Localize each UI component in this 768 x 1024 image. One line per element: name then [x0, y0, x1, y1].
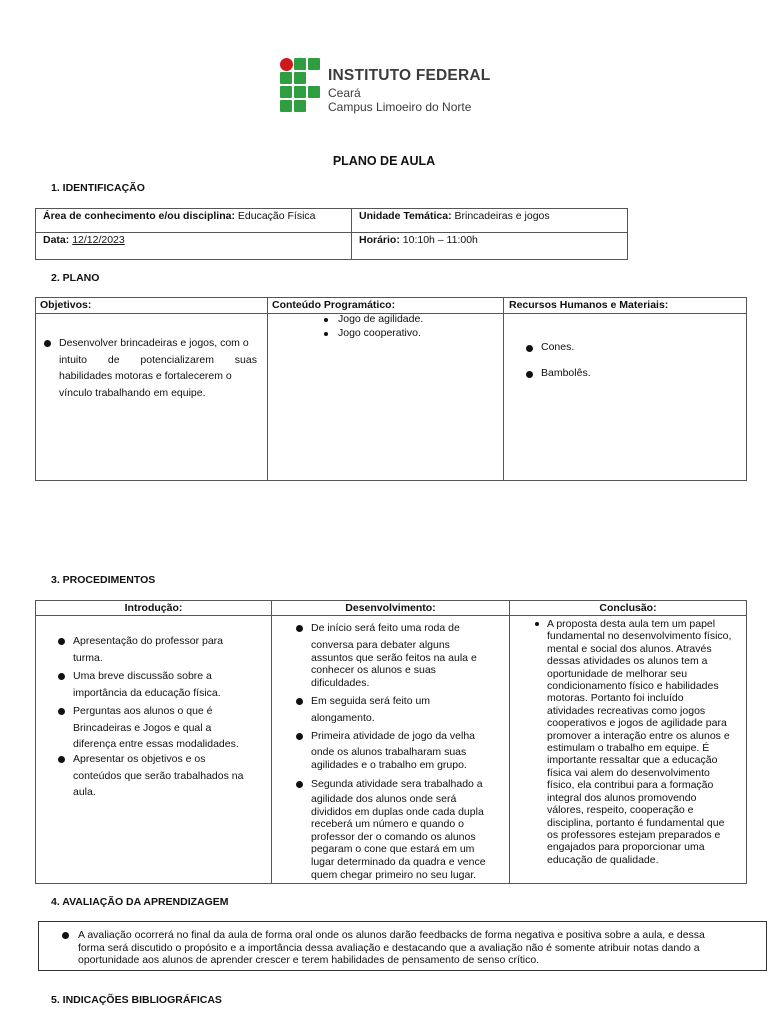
conclusao-line: disciplina, portanto é fundamental que: [547, 816, 725, 829]
section-plano-title: 2. PLANO: [51, 272, 100, 284]
objetivos-list-item: [59, 335, 257, 401]
item-line: Perguntas aos alunos o que é: [73, 705, 213, 717]
conteudo-item-2: Jogo cooperativo.: [338, 327, 421, 339]
conclusao-line: engajados para proporcionar uma: [547, 841, 705, 854]
item-line: De início será feito uma roda de: [311, 622, 460, 634]
horario-value: 10:10h – 11:00h: [399, 234, 478, 246]
item-line: turma.: [73, 651, 103, 664]
unidade-cell: [359, 210, 550, 222]
procedimentos-table: [35, 600, 747, 884]
conclusao-line: fundamental no desenvolvimento físico,: [547, 630, 732, 643]
bullet-icon: [58, 708, 65, 715]
recursos-item-2: Bambolês.: [541, 367, 591, 379]
item-line: receberá um número e quando o: [311, 818, 464, 831]
header-conteudo: Conteúdo Programático:: [272, 299, 396, 311]
item-line: professor der o comando os alunos: [311, 830, 476, 843]
conclusao-lines: [547, 618, 743, 866]
area-value: Educação Física: [234, 210, 316, 222]
conclusao-line: importante ressaltar que a educação: [547, 754, 718, 767]
data-cell: [43, 234, 125, 246]
document-title: PLANO DE AULA: [332, 154, 436, 168]
bullet-icon: [535, 622, 539, 626]
introducao-item: [73, 633, 263, 666]
bullet-icon: [296, 733, 303, 740]
objetivos-line: Desenvolver brincadeiras e jogos, com o: [59, 337, 249, 349]
bullet-icon: [324, 318, 328, 322]
conclusao-line: física vai alem do desenvolvimento: [547, 766, 710, 779]
conclusao-line: promover a interação entre os alunos e: [547, 729, 730, 742]
header-conclusao: Conclusão:: [599, 602, 657, 614]
conclusao-line: dessas atividades os alunos tem a: [547, 655, 708, 668]
bullet-icon: [296, 781, 303, 788]
conclusao-line: mental e social dos alunos. Através: [547, 642, 712, 655]
conclusao-line: A proposta desta aula tem um papel: [547, 618, 716, 630]
conclusao-line: condicionamento físico e habilidades: [547, 680, 719, 693]
bullet-icon: [58, 673, 65, 680]
item-line: quem chegar primeiro no seu lugar.: [311, 868, 477, 881]
section-bibliografia-title: 5. INDICAÇÕES BIBLIOGRÁFICAS: [51, 994, 222, 1006]
avaliacao-item: [78, 929, 762, 967]
item-line: divididos em duplas onde cada dupla: [311, 805, 484, 818]
objetivos-justified-line: intuito de potencializarem suas: [59, 353, 257, 366]
horario-cell: [359, 234, 478, 246]
item-line: alongamento.: [311, 711, 375, 724]
unidade-label: Unidade Temática:: [359, 210, 452, 222]
bullet-icon: [58, 756, 65, 763]
bullet-icon: [62, 932, 69, 939]
bullet-icon: [58, 638, 65, 645]
logo-mark-icon: [280, 58, 320, 112]
plano-table: [35, 297, 747, 481]
conclusao-line: estimulam o trabalho em equipe. É: [547, 742, 710, 755]
conclusao-line: físico, ela contribui para a formação: [547, 779, 714, 792]
section-procedimentos-title: 3. PROCEDIMENTOS: [51, 574, 156, 586]
horario-label: Horário:: [359, 234, 400, 246]
section-identificacao-title: 1. IDENTIFICAÇÃO: [51, 182, 145, 194]
header-objetivos: Objetivos:: [40, 299, 92, 311]
avaliacao-box: [38, 921, 767, 971]
avaliacao-line: oportunidade aos alunos de aprender crescer e terem habilidades de pensamento de senso crítico.: [78, 954, 540, 966]
conclusao-line: os professores estejam preparados e: [547, 828, 721, 841]
header-introducao: Introdução:: [124, 602, 183, 614]
item-line: conhecer os alunos e suas: [311, 664, 436, 677]
item-line: Em seguida será feito um: [311, 695, 431, 707]
bullet-icon: [296, 698, 303, 705]
item-line: Uma breve discussão sobre a: [73, 670, 212, 682]
logo-campus: Campus Limoeiro do Norte: [328, 100, 472, 114]
header-recursos: Recursos Humanos e Materiais:: [509, 299, 669, 311]
item-line: aula.: [73, 786, 96, 798]
section-avaliacao-title: 4. AVALIAÇÃO DA APRENDIZAGEM: [51, 896, 229, 908]
header-desenvolvimento: Desenvolvimento:: [345, 602, 436, 614]
area-label: Área de conhecimento e/ou disciplina:: [43, 210, 235, 222]
conclusao-line: atividades recreativas como jogos: [547, 704, 706, 717]
identificacao-table: [35, 208, 628, 260]
objetivos-line: habilidades motoras e fortalecerem o: [59, 370, 232, 382]
bullet-icon: [324, 332, 328, 336]
conclusao-line: válores, respeito, cooperação e: [547, 804, 694, 817]
item-line: Apresentação do professor para: [73, 635, 224, 647]
conclusao-line: integral dos alunos promovendo: [547, 791, 697, 804]
bullet-icon: [526, 345, 533, 352]
objetivos-line: vínculo trabalhando em equipe.: [59, 386, 206, 399]
introducao-item: [73, 668, 263, 701]
desenvolvimento-item: [311, 776, 507, 881]
item-line: Apresentar os objetivos e os: [73, 753, 206, 765]
item-line: conversa para debater alguns: [311, 639, 450, 651]
desenvolvimento-item: [311, 620, 507, 689]
item-line: lugar determinado da quadra e vence: [311, 855, 486, 868]
conclusao-line: motoras. Portanto foi incluído: [547, 692, 684, 705]
item-line: assuntos que serão feitos na aula e: [311, 651, 477, 664]
item-line: diferença entre essas modalidades.: [73, 738, 239, 750]
avaliacao-line: A avaliação ocorrerá no final da aula de forma oral onde os alunos darão feedbacks de forma negativa e positiva sobre a aula, e dessa: [78, 929, 705, 941]
item-line: conteúdos que serão trabalhados na: [73, 769, 244, 782]
recursos-item-1: Cones.: [541, 341, 575, 353]
item-line: Segunda atividade sera trabalhado a: [311, 778, 483, 790]
introducao-item: [73, 703, 268, 753]
conclusao-item: [547, 618, 743, 866]
data-value: 12/12/2023: [72, 234, 125, 246]
bullet-icon: [296, 625, 303, 632]
item-line: agilidade dos alunos onde será: [311, 793, 457, 805]
unidade-value: Brincadeiras e jogos: [451, 210, 550, 222]
logo-state: Ceará: [328, 86, 361, 100]
item-line: onde os alunos trabalharam suas: [311, 745, 467, 758]
institute-logo: [272, 52, 496, 124]
conclusao-line: educação de qualidade.: [547, 853, 659, 866]
data-label: Data:: [43, 234, 70, 246]
logo-title: INSTITUTO FEDERAL: [328, 67, 491, 84]
bullet-icon: [44, 340, 51, 347]
item-line: dificuldades.: [311, 676, 370, 689]
desenvolvimento-item: [311, 728, 507, 772]
area-cell: [43, 210, 316, 222]
item-line: importância da educação física.: [73, 686, 221, 699]
avaliacao-line: forma será discutido o propósito e a importância dessa avaliação e destacando que a avaliação não é somente atribuir notas dando a: [78, 941, 700, 954]
conclusao-line: cooperativos e jogos de agilidade para: [547, 717, 727, 730]
desenvolvimento-item: [311, 693, 507, 726]
introducao-item: [73, 751, 268, 801]
item-line: pegaram o cone que estará em um: [311, 843, 475, 856]
item-line: Primeira atividade de jogo da velha: [311, 730, 476, 742]
conclusao-line: oportunidade de melhorar seu: [547, 667, 688, 680]
item-line: Brincadeiras e Jogos e qual a: [73, 721, 212, 734]
item-line: agilidades e o trabalho em grupo.: [311, 758, 467, 771]
conteudo-item-1: Jogo de agilidade.: [338, 313, 424, 325]
bullet-icon: [526, 371, 533, 378]
